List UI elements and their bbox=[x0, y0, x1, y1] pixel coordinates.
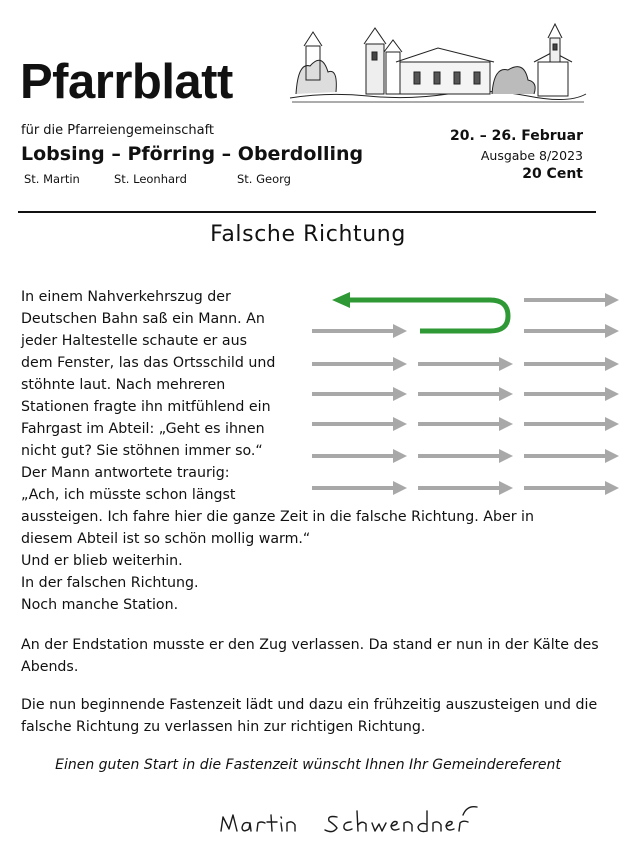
church-illustration bbox=[288, 22, 588, 108]
gray-arrow bbox=[524, 324, 619, 338]
story-line: jeder Haltestelle schaute er aus bbox=[21, 333, 247, 349]
gray-arrow bbox=[418, 481, 513, 495]
gray-arrow bbox=[312, 387, 407, 401]
arrows-illustration bbox=[300, 280, 622, 505]
header-divider bbox=[18, 211, 596, 213]
gray-arrow bbox=[524, 357, 619, 371]
story-line: aussteigen. Ich fahre hier die ganze Zeit in die falsche Richtung. Aber in bbox=[21, 509, 534, 525]
saint-martin: St. Martin bbox=[24, 172, 80, 186]
subtitle: für die Pfarreiengemeinschaft bbox=[21, 123, 215, 138]
story-line: dem Fenster, las das Ortsschild und bbox=[21, 355, 276, 371]
gray-arrow bbox=[312, 481, 407, 495]
parish-names: Lobsing – Pförring – Oberdolling bbox=[21, 143, 364, 165]
issue-number: Ausgabe 8/2023 bbox=[480, 148, 583, 163]
gray-arrow bbox=[524, 481, 619, 495]
closing-line: Einen guten Start in die Fastenzeit wünscht Ihnen Ihr Gemeindereferent bbox=[55, 757, 561, 773]
saint-georg: St. Georg bbox=[237, 172, 291, 186]
paragraph-lent: Die nun beginnende Fastenzeit lädt und dazu ein frühzeitig auszusteigen und die falsche Richtung zu verlassen hin zur richtigen Richtung. bbox=[21, 697, 598, 735]
story-line: In einem Nahverkehrszug der bbox=[21, 289, 231, 305]
story-line: In der falschen Richtung. bbox=[21, 575, 199, 591]
article-headline: Falsche Richtung bbox=[210, 222, 406, 247]
gray-arrow bbox=[312, 357, 407, 371]
gray-arrow bbox=[418, 417, 513, 431]
story-line: Fahrgast im Abteil: „Geht es ihnen bbox=[21, 421, 265, 437]
newsletter-title: Pfarrblatt bbox=[20, 55, 233, 109]
story-line: Und er blieb weiterhin. bbox=[21, 553, 183, 569]
story-line: Stationen fragte ihn mitfühlend ein bbox=[21, 399, 271, 415]
story-line: nicht gut? Sie stöhnen immer so.“ bbox=[21, 443, 263, 459]
gray-arrow bbox=[312, 417, 407, 431]
story-line: Deutschen Bahn saß ein Mann. An bbox=[21, 311, 265, 327]
gray-arrow bbox=[524, 417, 619, 431]
gray-arrow bbox=[524, 387, 619, 401]
green-uturn-arrow bbox=[348, 300, 508, 331]
story-line: „Ach, ich müsste schon längst bbox=[21, 487, 236, 503]
issue-date: 20. – 26. Februar bbox=[450, 128, 583, 144]
gray-arrow bbox=[418, 449, 513, 463]
green-arrow-head bbox=[332, 292, 350, 308]
gray-arrow bbox=[312, 449, 407, 463]
gray-arrow bbox=[524, 293, 619, 307]
paragraph-endstation: An der Endstation musste er den Zug verlassen. Da stand er nun in der Kälte des Abends. bbox=[21, 637, 599, 675]
story-line: diesem Abteil ist so schön mollig warm.“ bbox=[21, 531, 311, 547]
gray-arrow bbox=[524, 449, 619, 463]
saint-leonhard: St. Leonhard bbox=[114, 172, 187, 186]
issue-price: 20 Cent bbox=[522, 166, 583, 182]
signature bbox=[215, 795, 480, 840]
story-line: stöhnte laut. Nach mehreren bbox=[21, 377, 226, 393]
gray-arrow bbox=[312, 324, 407, 338]
story-line: Noch manche Station. bbox=[21, 597, 179, 613]
gray-arrow bbox=[418, 387, 513, 401]
story-line: Der Mann antwortete traurig: bbox=[21, 465, 230, 481]
gray-arrow bbox=[418, 357, 513, 371]
